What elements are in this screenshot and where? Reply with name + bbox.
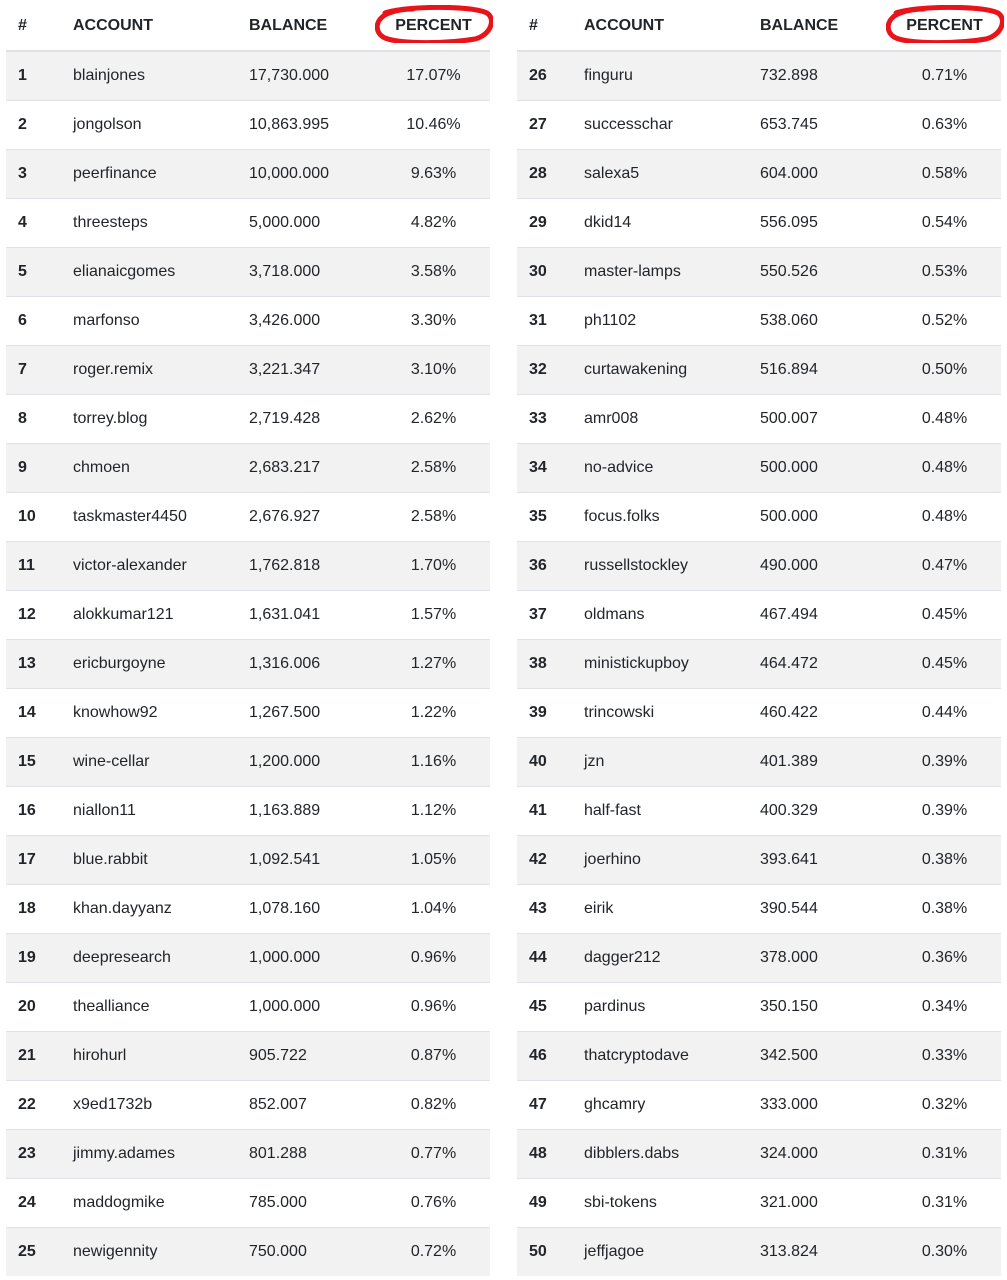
percent-cell: 0.39% [888,787,1001,836]
balance-cell: 3,426.000 [237,297,377,346]
balance-cell: 460.422 [748,689,888,738]
account-link[interactable]: maddogmike [61,1179,237,1228]
left-table-panel [6,2,490,1276]
percent-column-header[interactable] [888,2,1001,51]
account-link[interactable]: half-fast [572,787,748,836]
percent-cell: 0.77% [377,1130,490,1179]
account-link[interactable]: salexa5 [572,150,748,199]
right-table-header [517,2,1001,51]
account-link[interactable]: eirik [572,885,748,934]
rank-cell: 8 [6,395,61,444]
balance-cell: 350.150 [748,983,888,1032]
balance-cell: 604.000 [748,150,888,199]
account-link[interactable]: victor-alexander [61,542,237,591]
rank-cell: 50 [517,1228,572,1277]
balance-cell: 852.007 [237,1081,377,1130]
account-link[interactable]: ph1102 [572,297,748,346]
table-row [6,591,490,640]
table-row [517,248,1001,297]
account-link[interactable]: joerhino [572,836,748,885]
table-row [517,493,1001,542]
percent-cell: 0.48% [888,444,1001,493]
rank-cell: 36 [517,542,572,591]
rank-cell: 20 [6,983,61,1032]
percent-cell: 0.58% [888,150,1001,199]
table-row [517,787,1001,836]
right-balance-table [517,2,1001,1276]
balance-cell: 556.095 [748,199,888,248]
account-link[interactable]: no-advice [572,444,748,493]
account-link[interactable]: focus.folks [572,493,748,542]
table-row [6,101,490,150]
percent-cell: 0.38% [888,885,1001,934]
rank-cell: 40 [517,738,572,787]
table-row [517,689,1001,738]
rank-cell: 25 [6,1228,61,1277]
account-link[interactable]: wine-cellar [61,738,237,787]
account-link[interactable]: alokkumar121 [61,591,237,640]
balance-cell: 500.000 [748,444,888,493]
percent-cell: 0.33% [888,1032,1001,1081]
account-link[interactable]: peerfinance [61,150,237,199]
rank-cell: 12 [6,591,61,640]
percent-cell: 9.63% [377,150,490,199]
percent-cell: 0.96% [377,934,490,983]
table-row [517,1228,1001,1277]
balance-cell: 10,863.995 [237,101,377,150]
rank-cell: 34 [517,444,572,493]
table-row [6,1228,490,1277]
percent-cell: 0.38% [888,836,1001,885]
table-row [517,1081,1001,1130]
percent-cell: 17.07% [377,51,490,101]
balance-cell: 342.500 [748,1032,888,1081]
account-link[interactable]: ministickupboy [572,640,748,689]
rank-cell: 13 [6,640,61,689]
percent-cell: 0.47% [888,542,1001,591]
percent-cell: 1.70% [377,542,490,591]
percent-cell: 0.48% [888,395,1001,444]
balance-cell: 490.000 [748,542,888,591]
rank-cell: 39 [517,689,572,738]
rank-cell: 6 [6,297,61,346]
account-link[interactable]: newigennity [61,1228,237,1277]
table-row [517,542,1001,591]
percent-cell: 0.31% [888,1179,1001,1228]
rank-cell: 42 [517,836,572,885]
percent-cell: 0.45% [888,640,1001,689]
percent-cell: 1.16% [377,738,490,787]
balance-cell: 401.389 [748,738,888,787]
balance-cell: 390.544 [748,885,888,934]
rank-cell: 9 [6,444,61,493]
account-link[interactable]: curtawakening [572,346,748,395]
table-row [6,640,490,689]
balance-cell: 400.329 [748,787,888,836]
rank-cell: 18 [6,885,61,934]
balance-cell: 516.894 [748,346,888,395]
rank-cell: 28 [517,150,572,199]
rank-cell: 7 [6,346,61,395]
rank-cell: 2 [6,101,61,150]
percent-cell: 3.10% [377,346,490,395]
percent-cell: 0.32% [888,1081,1001,1130]
percent-cell: 0.54% [888,199,1001,248]
rank-cell: 48 [517,1130,572,1179]
table-row [6,248,490,297]
percent-cell: 2.58% [377,444,490,493]
table-row [6,1130,490,1179]
percent-cell: 0.96% [377,983,490,1032]
balance-cell: 378.000 [748,934,888,983]
table-row [6,983,490,1032]
table-row [6,150,490,199]
left-table-header [6,2,490,51]
percent-cell: 1.57% [377,591,490,640]
table-row [517,101,1001,150]
rank-cell: 35 [517,493,572,542]
percent-cell: 0.53% [888,248,1001,297]
account-link[interactable]: niallon11 [61,787,237,836]
table-row [517,199,1001,248]
rank-cell: 24 [6,1179,61,1228]
account-link[interactable]: blue.rabbit [61,836,237,885]
account-column-header[interactable]: ACCOUNT [61,2,237,51]
percent-cell: 1.04% [377,885,490,934]
table-row [517,934,1001,983]
account-link[interactable]: hirohurl [61,1032,237,1081]
account-link[interactable]: x9ed1732b [61,1081,237,1130]
header-row [517,2,1001,51]
percent-cell: 0.52% [888,297,1001,346]
rank-cell: 29 [517,199,572,248]
percent-cell: 0.39% [888,738,1001,787]
balance-cell: 732.898 [748,51,888,101]
rank-cell: 15 [6,738,61,787]
percent-column-header[interactable] [377,2,490,51]
table-row [517,885,1001,934]
balance-cell: 1,267.500 [237,689,377,738]
account-link[interactable]: taskmaster4450 [61,493,237,542]
rank-cell: 41 [517,787,572,836]
account-link[interactable]: deepresearch [61,934,237,983]
balance-cell: 324.000 [748,1130,888,1179]
table-row [517,297,1001,346]
percent-cell: 3.58% [377,248,490,297]
table-row [6,885,490,934]
account-link[interactable]: jzn [572,738,748,787]
account-link[interactable]: jimmy.adames [61,1130,237,1179]
account-link[interactable]: blainjones [61,51,237,101]
balance-cell: 1,000.000 [237,983,377,1032]
account-link[interactable]: successchar [572,101,748,150]
percent-cell: 10.46% [377,101,490,150]
balance-cell: 3,221.347 [237,346,377,395]
rank-cell: 5 [6,248,61,297]
rank-cell: 19 [6,934,61,983]
table-row [6,787,490,836]
account-link[interactable]: thealliance [61,983,237,1032]
table-row [517,51,1001,101]
table-row [6,738,490,787]
account-link[interactable]: dibblers.dabs [572,1130,748,1179]
balance-cell: 467.494 [748,591,888,640]
account-link[interactable]: russellstockley [572,542,748,591]
percent-cell: 0.30% [888,1228,1001,1277]
account-link[interactable]: chmoen [61,444,237,493]
account-link[interactable]: oldmans [572,591,748,640]
balance-cell: 750.000 [237,1228,377,1277]
account-link[interactable]: ghcamry [572,1081,748,1130]
right-table-body [517,51,1001,1276]
rank-cell: 17 [6,836,61,885]
account-link[interactable]: master-lamps [572,248,748,297]
percent-cell: 1.22% [377,689,490,738]
rank-cell: 33 [517,395,572,444]
table-row [517,1179,1001,1228]
account-link[interactable]: ericburgoyne [61,640,237,689]
rank-cell: 10 [6,493,61,542]
header-row [6,2,490,51]
balance-cell: 464.472 [748,640,888,689]
account-link[interactable]: pardinus [572,983,748,1032]
balance-cell: 1,163.889 [237,787,377,836]
balance-cell: 538.060 [748,297,888,346]
balance-cell: 3,718.000 [237,248,377,297]
table-row [6,199,490,248]
rank-cell: 3 [6,150,61,199]
table-row [6,1032,490,1081]
rank-cell: 26 [517,51,572,101]
balance-cell: 905.722 [237,1032,377,1081]
table-row [6,836,490,885]
table-row [6,297,490,346]
account-link[interactable]: amr008 [572,395,748,444]
percent-cell: 1.27% [377,640,490,689]
table-row [6,493,490,542]
account-link[interactable]: khan.dayyanz [61,885,237,934]
rank-cell: 21 [6,1032,61,1081]
percent-cell: 0.50% [888,346,1001,395]
table-row [6,689,490,738]
table-row [517,836,1001,885]
right-table-panel [517,2,1001,1276]
percent-cell: 1.12% [377,787,490,836]
table-row [6,934,490,983]
rank-cell: 43 [517,885,572,934]
balance-cell: 5,000.000 [237,199,377,248]
balance-cell: 393.641 [748,836,888,885]
account-link[interactable]: torrey.blog [61,395,237,444]
percent-cell: 0.82% [377,1081,490,1130]
balance-cell: 321.000 [748,1179,888,1228]
percent-cell: 0.34% [888,983,1001,1032]
account-link[interactable]: dagger212 [572,934,748,983]
balance-cell: 2,683.217 [237,444,377,493]
rank-cell: 4 [6,199,61,248]
rank-cell: 38 [517,640,572,689]
percent-cell: 3.30% [377,297,490,346]
percent-cell: 1.05% [377,836,490,885]
table-row [517,1032,1001,1081]
percent-cell: 0.87% [377,1032,490,1081]
account-link[interactable]: jongolson [61,101,237,150]
balance-cell: 313.824 [748,1228,888,1277]
percent-cell: 0.71% [888,51,1001,101]
balance-column-header[interactable]: BALANCE [748,2,888,51]
account-link[interactable]: thatcryptodave [572,1032,748,1081]
rank-column-header[interactable]: # [517,2,572,51]
account-link[interactable]: elianaicgomes [61,248,237,297]
left-balance-table [6,2,490,1276]
account-link[interactable]: trincowski [572,689,748,738]
account-link[interactable]: jeffjagoe [572,1228,748,1277]
balance-cell: 653.745 [748,101,888,150]
table-row [517,983,1001,1032]
account-link[interactable]: dkid14 [572,199,748,248]
account-link[interactable]: sbi-tokens [572,1179,748,1228]
account-column-header[interactable]: ACCOUNT [572,2,748,51]
balance-cell: 1,316.006 [237,640,377,689]
balance-cell: 801.288 [237,1130,377,1179]
balance-cell: 1,631.041 [237,591,377,640]
rank-cell: 45 [517,983,572,1032]
account-link[interactable]: marfonso [61,297,237,346]
percent-cell: 0.31% [888,1130,1001,1179]
table-row [517,591,1001,640]
account-link[interactable]: finguru [572,51,748,101]
rank-cell: 47 [517,1081,572,1130]
account-link[interactable]: knowhow92 [61,689,237,738]
rank-cell: 14 [6,689,61,738]
rank-cell: 46 [517,1032,572,1081]
table-row [6,444,490,493]
left-table-body [6,51,490,1276]
percent-cell: 0.76% [377,1179,490,1228]
rank-cell: 31 [517,297,572,346]
balance-cell: 1,762.818 [237,542,377,591]
balance-column-header[interactable]: BALANCE [237,2,377,51]
table-row [517,1130,1001,1179]
table-row [6,51,490,101]
percent-header-label: PERCENT [395,17,472,34]
account-link[interactable]: roger.remix [61,346,237,395]
balance-cell: 10,000.000 [237,150,377,199]
rank-cell: 16 [6,787,61,836]
percent-cell: 0.44% [888,689,1001,738]
rank-cell: 49 [517,1179,572,1228]
balance-cell: 550.526 [748,248,888,297]
percent-cell: 4.82% [377,199,490,248]
percent-cell: 0.63% [888,101,1001,150]
balance-cell: 1,200.000 [237,738,377,787]
balance-cell: 500.007 [748,395,888,444]
rank-column-header[interactable]: # [6,2,61,51]
table-row [517,346,1001,395]
percent-cell: 0.45% [888,591,1001,640]
balance-cell: 2,719.428 [237,395,377,444]
table-row [6,542,490,591]
rank-cell: 30 [517,248,572,297]
balance-cell: 785.000 [237,1179,377,1228]
rank-cell: 37 [517,591,572,640]
table-row [517,640,1001,689]
table-row [6,395,490,444]
balance-cell: 1,092.541 [237,836,377,885]
percent-cell: 0.48% [888,493,1001,542]
rank-cell: 1 [6,51,61,101]
percent-header-label: PERCENT [906,17,983,34]
balance-cell: 1,078.160 [237,885,377,934]
table-row [6,346,490,395]
rank-cell: 44 [517,934,572,983]
table-row [517,738,1001,787]
rank-cell: 11 [6,542,61,591]
percent-cell: 2.62% [377,395,490,444]
table-row [517,395,1001,444]
balance-cell: 17,730.000 [237,51,377,101]
percent-cell: 0.36% [888,934,1001,983]
balance-cell: 333.000 [748,1081,888,1130]
rank-cell: 32 [517,346,572,395]
balance-cell: 1,000.000 [237,934,377,983]
table-row [6,1179,490,1228]
balance-cell: 2,676.927 [237,493,377,542]
balance-cell: 500.000 [748,493,888,542]
percent-cell: 2.58% [377,493,490,542]
rank-cell: 27 [517,101,572,150]
rank-cell: 23 [6,1130,61,1179]
account-link[interactable]: threesteps [61,199,237,248]
table-row [517,150,1001,199]
table-row [517,444,1001,493]
table-row [6,1081,490,1130]
percent-cell: 0.72% [377,1228,490,1277]
rank-cell: 22 [6,1081,61,1130]
